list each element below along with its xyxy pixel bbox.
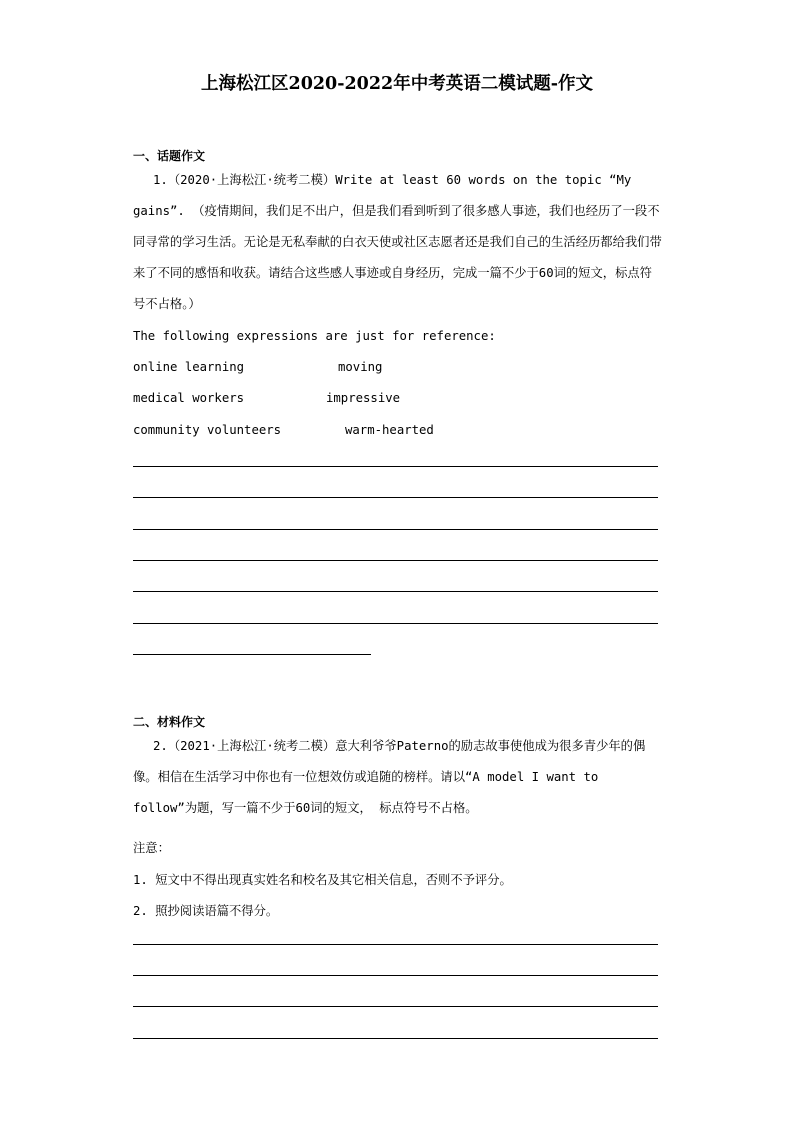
document-title: 上海松江区2020-2022年中考英语二模试题-作文 [201,74,593,94]
answer-line[interactable] [133,1038,658,1039]
section-heading-topic-writing: 一、话题作文 [133,149,206,163]
question-2-body: （2021·上海松江·统考二模）意大利爷爷Paterno的励志故事使他成为很多青少年的偶像。相信在生活学习中你也有一位想效仿或追随的榜样。请以“A model I want to follow”为题，写一篇不少于60词的短文， 标点符号不占格。 [133,739,646,815]
question-1-number: 1. [153,173,168,187]
answer-line[interactable] [133,466,658,467]
answer-line[interactable] [133,944,658,945]
note-item-1: 1. 短文中不得出现真实姓名和校名及其它相关信息，否则不予评分。 [133,873,512,887]
answer-line[interactable] [133,560,658,561]
question-2-number: 2. [153,739,168,753]
expression-2-left: medical workers [133,391,245,405]
question-1-body: （2020·上海松江·统考二模）Write at least 60 words on the topic “My gains”. （疫情期间，我们足不出户，但是我们看到听到了很多感人事迹，我们也经历了一段不同寻常的学习生活。无论是无私奉献的白衣天使或社区志愿者还是我们自己的生活经历都给我们带来了不同的感悟和收获。请结合这些感人事迹或自身经历，完成一篇不少于60词的短文，标点符号不占格。） [133,173,662,311]
answer-line[interactable] [133,591,658,592]
expression-3-right: warm-hearted [345,423,434,437]
answer-line[interactable] [133,623,658,624]
reference-intro: The following expressions are just for reference: [133,329,496,343]
note-label: 注意： [133,841,170,855]
expression-3-left: community volunteers [133,423,282,437]
expression-1-left: online learning [133,360,245,374]
section-heading-material-writing: 二、材料作文 [133,715,206,729]
answer-line[interactable] [133,1006,658,1007]
note-item-2: 2. 照抄阅读语篇不得分。 [133,904,279,918]
question-2-text [133,731,663,824]
expression-2-right: impressive [326,391,401,405]
answer-line[interactable] [133,497,658,498]
answer-line[interactable] [133,654,371,655]
answer-line[interactable] [133,975,658,976]
question-1-text [133,165,663,320]
answer-line[interactable] [133,529,658,530]
expression-1-right: moving [338,360,383,374]
